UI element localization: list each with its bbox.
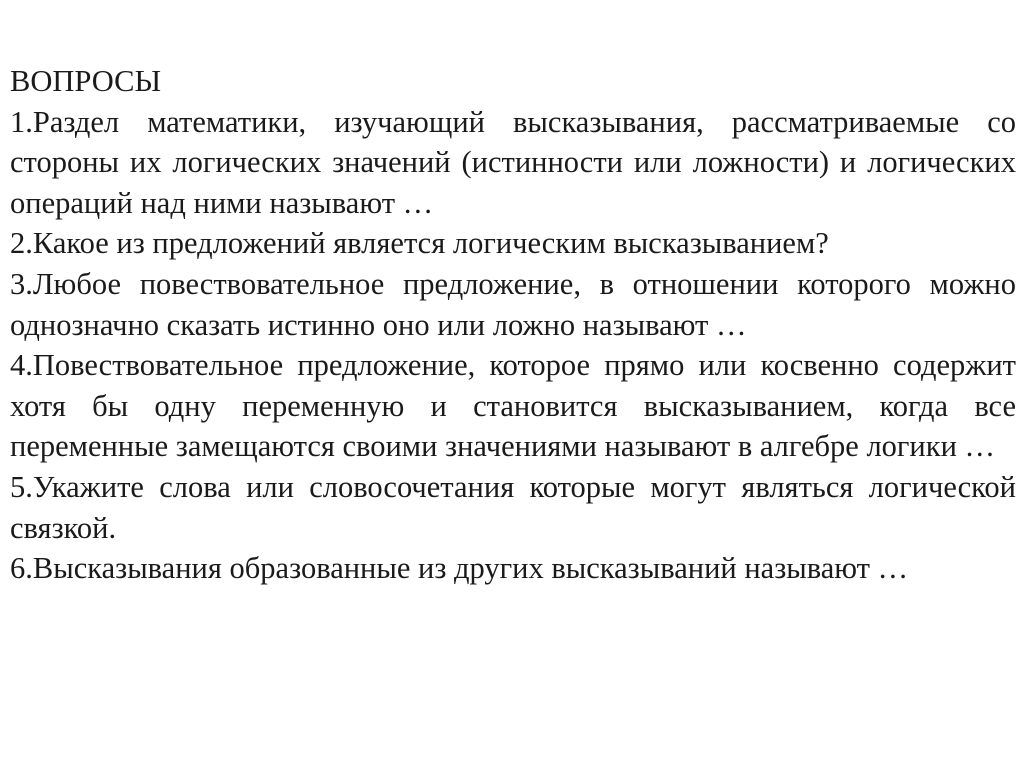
question-4: 4.Повествовательное предложение, которое прямо или косвенно содержит хотя бы одну переменную и становится высказыванием, когда все переменные замещаются своими значениями называют в алгебре логики … — [10, 348, 1016, 464]
question-6: 6.Высказывания образованные из других высказываний называют … — [10, 551, 909, 586]
question-3: 3.Любое повествовательное предложение, в отношении которого можно однозначно сказать истинно оно или ложно называют … — [10, 266, 1016, 342]
question-5: 5.Укажите слова или словосочетания которые могут являться логической связкой. — [10, 469, 1016, 545]
page-title: ВОПРОСЫ — [10, 64, 162, 98]
question-2: 2.Какое из предложений является логическим высказыванием? — [10, 226, 829, 261]
slide-content — [10, 61, 1016, 589]
question-1: 1.Раздел математики, изучающий высказывания, рассматриваемые со стороны их логических значений (истинности или ложности) и логических операций над ними называют … — [10, 104, 1016, 220]
